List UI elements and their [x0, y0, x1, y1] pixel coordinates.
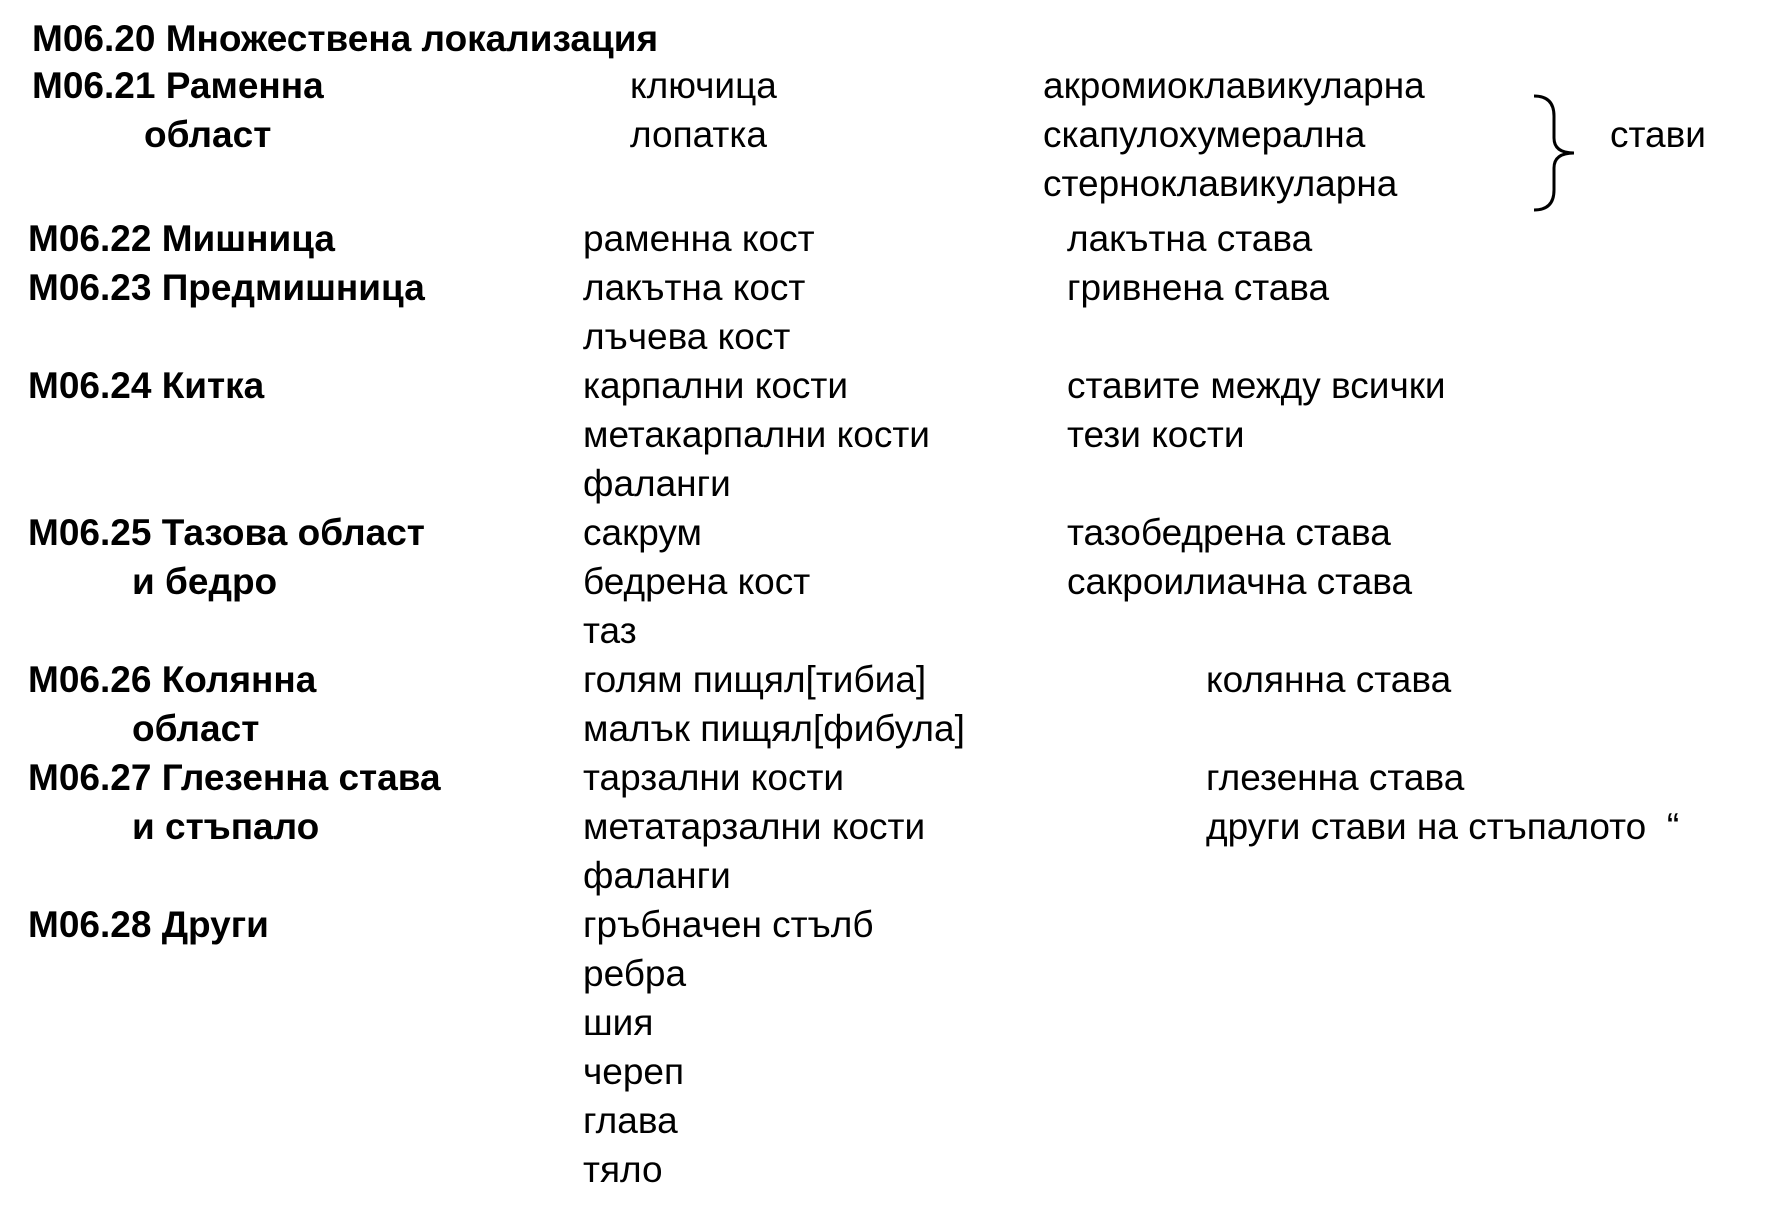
bone-item: тяло: [583, 1149, 663, 1190]
bone-item: голям пищял[тибиа]: [583, 659, 927, 700]
code-m0621-label-cont: област: [144, 114, 272, 155]
bone-item: шия: [583, 1002, 654, 1043]
joint-item: лакътна става: [1067, 218, 1313, 259]
joint-item: глезенна става: [1206, 757, 1465, 798]
joint-item: други стави на стъпалото “: [1206, 806, 1680, 847]
bone-item: метатарзални кости: [583, 806, 926, 847]
joints-brace-label: стави: [1610, 114, 1706, 155]
code-m0626-label: M06.26 Колянна: [28, 659, 317, 700]
bone-item: карпални кости: [583, 365, 849, 406]
joint-item: тазобедрена става: [1067, 512, 1391, 553]
joint-item: гривнена става: [1067, 267, 1330, 308]
bone-item: сакрум: [583, 512, 702, 553]
bone-item: ребра: [583, 953, 687, 994]
joint-item: ставите между всички: [1067, 365, 1446, 406]
bone-item: лопатка: [630, 114, 767, 155]
bone-item: гръбначен стълб: [583, 904, 874, 945]
code-m0623-label: M06.23 Предмишница: [28, 267, 425, 308]
bone-item: фаланги: [583, 855, 731, 896]
code-m0625-label-cont: и бедро: [132, 561, 278, 602]
code-m0624-label: M06.24 Китка: [28, 365, 265, 406]
bone-item: малък пищял[фибула]: [583, 708, 965, 749]
bone-item: глава: [583, 1100, 678, 1141]
bone-item: лакътна кост: [583, 267, 806, 308]
code-m0627-label: M06.27 Глезенна става: [28, 757, 441, 798]
joint-item: колянна става: [1206, 659, 1452, 700]
code-m0627-label-cont: и стъпало: [132, 806, 320, 847]
joint-item: тези кости: [1067, 414, 1245, 455]
code-m0622-label: M06.22 Мишница: [28, 218, 335, 259]
joint-item: скапулохумерална: [1043, 114, 1366, 155]
bone-item: лъчева кост: [583, 316, 791, 357]
bone-item: ключица: [630, 65, 777, 106]
code-m0621-label: M06.21 Раменна: [32, 65, 324, 106]
bone-item: метакарпални кости: [583, 414, 930, 455]
code-m0626-label-cont: област: [132, 708, 260, 749]
bone-item: череп: [583, 1051, 685, 1092]
bone-item: раменна кост: [583, 218, 815, 259]
bone-item: бедрена кост: [583, 561, 811, 602]
code-m0625-label: M06.25 Тазова област: [28, 512, 425, 553]
joint-item: акромиоклавикуларна: [1043, 65, 1425, 106]
joint-item: стерноклавикуларна: [1043, 163, 1398, 204]
code-m0620-label: M06.20 Множествена локализация: [32, 18, 659, 59]
joint-item: сакроилиачна става: [1067, 561, 1413, 602]
right-brace-icon: [1532, 94, 1582, 212]
bone-item: тарзални кости: [583, 757, 845, 798]
bone-item: таз: [583, 610, 637, 651]
code-m0628-label: M06.28 Други: [28, 904, 269, 945]
bone-item: фаланги: [583, 463, 731, 504]
